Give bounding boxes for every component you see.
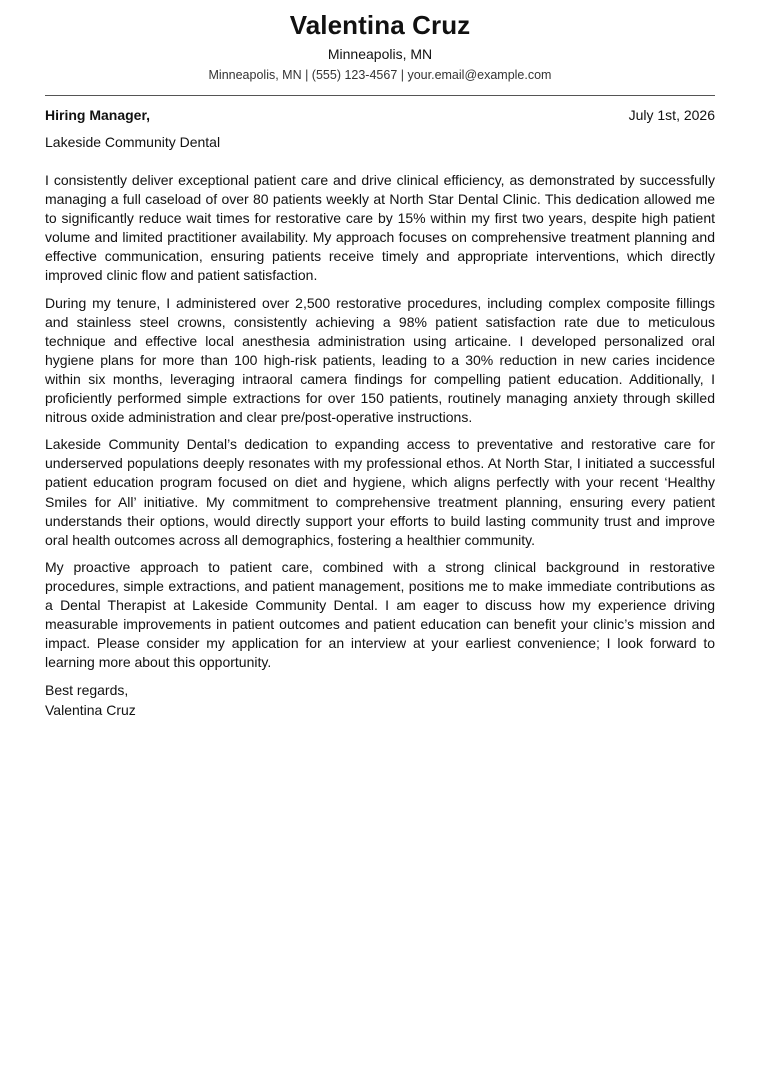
applicant-location: Minneapolis, MN (327, 46, 433, 62)
applicant-contact-line: Minneapolis, MN | (555) 123-4567 | your.email@example.com (208, 68, 552, 82)
letter-date: July 1st, 2026 (628, 107, 715, 123)
body-paragraph-2: During my tenure, I administered over 2,500 restorative procedures, including complex composite fillings and stainless steel crowns, consistently achieving a 98% patient satisfaction rate due to meticulous technique and effective local anesthesia administration using articaine. I developed personalized oral hygiene plans for more than 100 high-risk patients, leading to a 30% reduction in new caries incidence within six months, leveraging intraoral camera findings for compelling patient education. Additionally, I proficiently performed simple extractions for over 150 patients, routinely managing anxiety through skilled nitrous oxide administration and clear pre/post-operative instructions. (45, 294, 715, 426)
letter-body (45, 171, 715, 672)
body-paragraph-1: I consistently deliver exceptional patient care and drive clinical efficiency, as demonstrated by successfully managing a full caseload of over 80 patients weekly at North Star Dental Clinic. This dedication allowed me to significantly reduce wait times for restorative care by 15% within my first two years, despite high patient volume and limited practitioner availability. My approach focuses on comprehensive treatment planning and effective communication, ensuring patients receive timely and appropriate interventions, which directly improved clinic flow and patient satisfaction. (45, 172, 715, 284)
header-divider (45, 95, 715, 96)
recipient-salutation: Hiring Manager, (45, 107, 151, 123)
body-paragraph-4: My proactive approach to patient care, combined with a strong clinical background in restorative procedures, simple extractions, and patient management, positions me to make immediate contributions as a Dental Therapist at Lakeside Community Dental. I am eager to discuss how my experience driving measurable improvements in patient outcomes and patient education can benefit your clinic’s mission and impact. Please consider my application for an interview at your earliest convenience; I look forward to learning more about this opportunity. (45, 558, 715, 671)
recipient-company: Lakeside Community Dental (45, 134, 221, 150)
applicant-name: Valentina Cruz (289, 10, 471, 40)
letter-closing (45, 681, 715, 720)
letter-header (45, 0, 715, 84)
valediction: Best regards, (45, 682, 129, 699)
recipient-date-row (45, 105, 715, 125)
signature-name: Valentina Cruz (45, 701, 136, 718)
body-paragraph-3: Lakeside Community Dental’s dedication to expanding access to preventative and restorative care for underserved populations deeply resonates with my professional ethos. At North Star, I initiated a successful patient education program focused on diet and hygiene, which aligns perfectly with your recent ‘Healthy Smiles for All’ initiative. My commitment to comprehensive treatment planning, ensuring every patient understands their options, would directly support your efforts to build lasting community trust and improve oral health outcomes across all demographics, fostering a healthier community. (45, 436, 715, 548)
